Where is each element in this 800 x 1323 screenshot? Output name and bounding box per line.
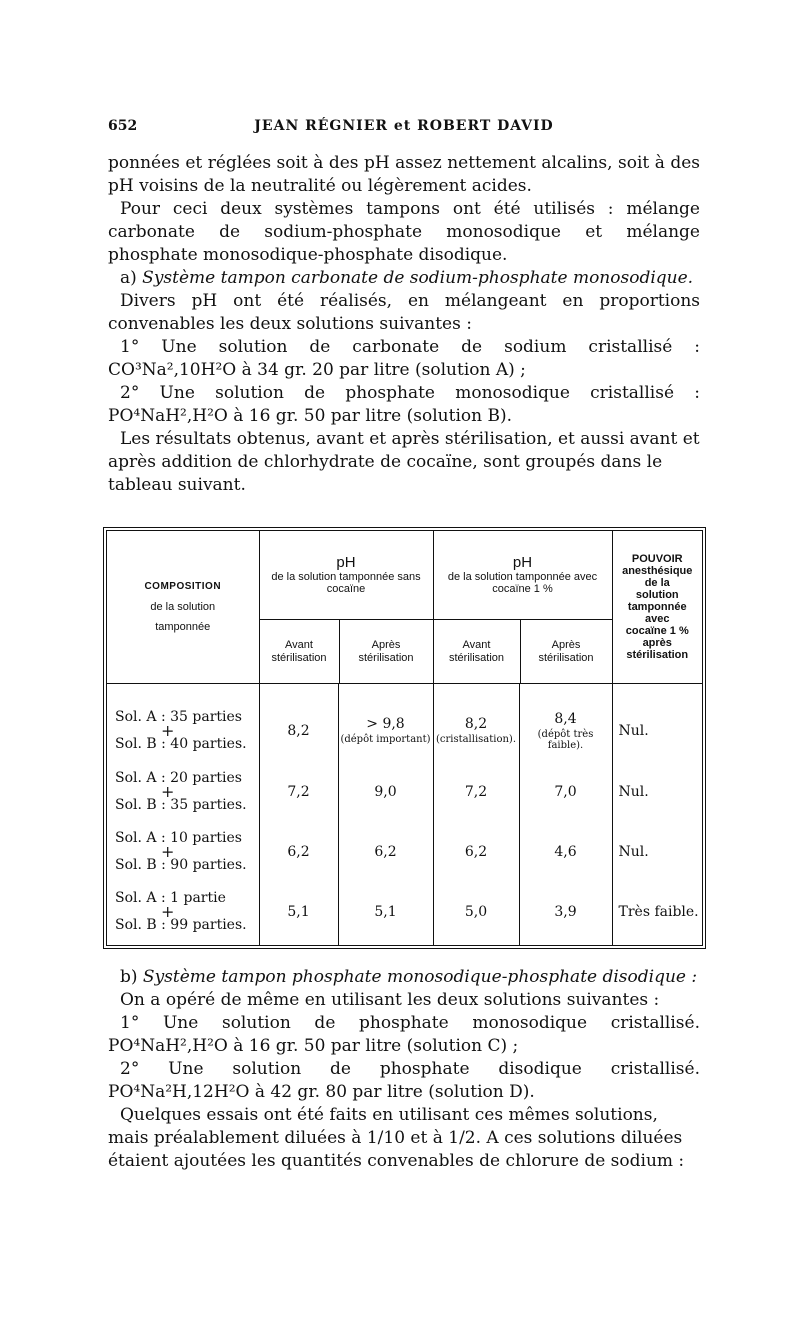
value-note: (dépôt important) (340, 734, 431, 745)
ph-sans-avant: 8,2 (259, 700, 338, 762)
section-letter: b) (120, 967, 143, 987)
pouvoir-value: Nul. (612, 762, 702, 822)
ph-avec-avant (433, 700, 519, 762)
paragraph: 2° Une solution de phosphate monosodique cristallisé : PO⁴NaH²,H²O à 16 gr. 50 par litre (solution B). (108, 383, 700, 426)
row-composition (107, 882, 259, 942)
header-composition-line: COMPOSITION (144, 581, 222, 592)
composition-line: Sol. B : 40 parties. (115, 736, 247, 752)
header-ph-title: pH (336, 554, 356, 571)
section-heading-b (108, 966, 700, 989)
value-note: (cristallisation). (435, 734, 517, 745)
header-ph-sans-cocaine (259, 531, 433, 684)
ph-avec-avant: 5,0 (433, 882, 519, 942)
table-row (107, 822, 702, 882)
paragraph: Divers pH ont été réalisés, en mélangeant en proportions convenables les deux solutions suivantes : (108, 291, 700, 334)
row-composition (107, 700, 259, 762)
header-pouvoir-line: avec (645, 613, 670, 625)
section-title: Système tampon phosphate monosodique-phosphate disodique (142, 967, 686, 987)
header-avant-line: stérilisation (271, 651, 327, 664)
ph-sans-avant: 6,2 (259, 822, 338, 882)
header-pouvoir (612, 531, 702, 684)
composition-line: Sol. B : 99 parties. (115, 917, 247, 933)
ph-avec-apres: 4,6 (519, 822, 612, 882)
header-pouvoir-line: cocaïne 1 % (625, 625, 689, 637)
results-table (103, 527, 706, 949)
value: > 9,8 (366, 716, 405, 732)
row-composition (107, 762, 259, 822)
header-avant-line: stérilisation (448, 651, 505, 664)
header-pouvoir-line: après (642, 637, 672, 649)
header-composition-line: de la solution (150, 601, 216, 613)
header-ph-subtitle: de la solution tamponnée avec cocaïne 1 % (447, 571, 598, 595)
paragraph: On a opéré de même en utilisant les deux solutions suivantes : (120, 990, 660, 1010)
table-row (107, 882, 702, 942)
header-apres-line: stérilisation (358, 651, 414, 664)
page-header (108, 118, 700, 142)
header-pouvoir-line: de la (644, 577, 670, 589)
body-text-bottom (108, 966, 700, 1173)
plus-sign: + (161, 782, 175, 801)
composition-line: Sol. A : 1 partie (115, 890, 226, 906)
composition-line: Sol. B : 35 parties. (115, 797, 247, 813)
section-heading-a (108, 267, 700, 290)
header-pouvoir-line: stérilisation (626, 649, 689, 661)
header-pouvoir-line: POUVOIR (631, 553, 683, 565)
paragraph: Quelques essais ont été faits en utilisant ces mêmes solutions, mais préalablement diluées à 1/10 et à 1/2. A ces solutions diluées étaient ajoutées les quantités convenables de chlorure de sodium : (108, 1105, 685, 1171)
composition-line: Sol. A : 35 parties (115, 709, 242, 725)
header-ph-avec-cocaine (433, 531, 612, 684)
header-pouvoir-line: tamponnée (627, 601, 687, 613)
header-avant-line: Avant (462, 638, 491, 651)
header-apres-line: Après (371, 638, 401, 651)
value: 8,2 (464, 716, 488, 732)
page-number: 652 (108, 118, 138, 134)
row-composition (107, 822, 259, 882)
ph-avec-avant: 7,2 (433, 762, 519, 822)
header-apres (340, 620, 433, 683)
section-letter: a) (120, 268, 143, 288)
pouvoir-value: Nul. (612, 822, 702, 882)
header-apres-line: stérilisation (538, 651, 594, 664)
ph-avec-apres: 3,9 (519, 882, 612, 942)
paragraph: 1° Une solution de carbonate de sodium cristallisé : CO³Na²,10H²O à 34 gr. 20 par litre (solution A) ; (108, 337, 700, 380)
plus-sign: + (161, 902, 175, 921)
paragraph: ponnées et réglées soit à des pH assez nettement alcalins, soit à des pH voisins de la neutralité ou légèrement acides. (108, 153, 700, 196)
paragraph: 1° Une solution de phosphate monosodique cristallisé. PO⁴NaH²,H²O à 16 gr. 50 par litre (solution C) ; (108, 1013, 700, 1056)
ph-sans-apres: 9,0 (338, 762, 433, 822)
table-row (107, 762, 702, 822)
running-title: JEAN RÉGNIER et ROBERT DAVID (254, 118, 554, 134)
value: 8,4 (554, 710, 577, 727)
ph-sans-apres: 6,2 (338, 822, 433, 882)
ph-avec-avant: 6,2 (433, 822, 519, 882)
paragraph: Pour ceci deux systèmes tampons ont été utilisés : mélange carbonate de sodium-phosphate monosodique et mélange phosphate monosodique-phosphate disodique. (108, 199, 700, 265)
composition-line: Sol. A : 20 parties (115, 770, 242, 786)
pouvoir-value: Nul. (612, 700, 702, 762)
paragraph: 2° Une solution de phosphate disodique cristallisé. PO⁴Na²H,12H²O à 42 gr. 80 par litre (solution D). (108, 1059, 700, 1102)
body-text-top (108, 152, 700, 497)
header-apres (521, 620, 612, 683)
section-title-suffix: : (685, 967, 698, 987)
ph-sans-apres: 5,1 (338, 882, 433, 942)
pouvoir-value: Très faible. (612, 882, 702, 942)
ph-sans-avant: 5,1 (259, 882, 338, 942)
header-avant (260, 620, 340, 683)
paragraph: Les résultats obtenus, avant et après stérilisation, et aussi avant et après addition de chlorhydrate de cocaïne, sont groupés dans le tableau suivant. (108, 429, 700, 495)
table-row (107, 700, 702, 762)
header-pouvoir-line: anesthésique (622, 565, 693, 577)
header-apres-line: Après (551, 638, 581, 651)
plus-sign: + (161, 842, 175, 861)
section-title: Système tampon carbonate de sodium-phosphate monosodique. (142, 268, 694, 288)
ph-avec-apres (519, 700, 612, 762)
value-note: (dépôt très faible). (537, 728, 594, 751)
ph-sans-avant: 7,2 (259, 762, 338, 822)
header-pouvoir-line: solution (635, 589, 679, 601)
table-grid (107, 531, 702, 945)
composition-line: Sol. A : 10 parties (115, 830, 242, 846)
header-ph-subtitle: de la solution tamponnée sans cocaïne (271, 571, 421, 595)
header-composition-line: tamponnée (155, 621, 211, 633)
header-ph-title: pH (512, 554, 533, 571)
header-composition (107, 531, 259, 684)
plus-sign: + (161, 721, 175, 740)
header-avant (434, 620, 521, 683)
ph-sans-apres (338, 700, 433, 762)
header-avant-line: Avant (285, 638, 313, 651)
composition-line: Sol. B : 90 parties. (115, 857, 247, 873)
ph-avec-apres: 7,0 (519, 762, 612, 822)
